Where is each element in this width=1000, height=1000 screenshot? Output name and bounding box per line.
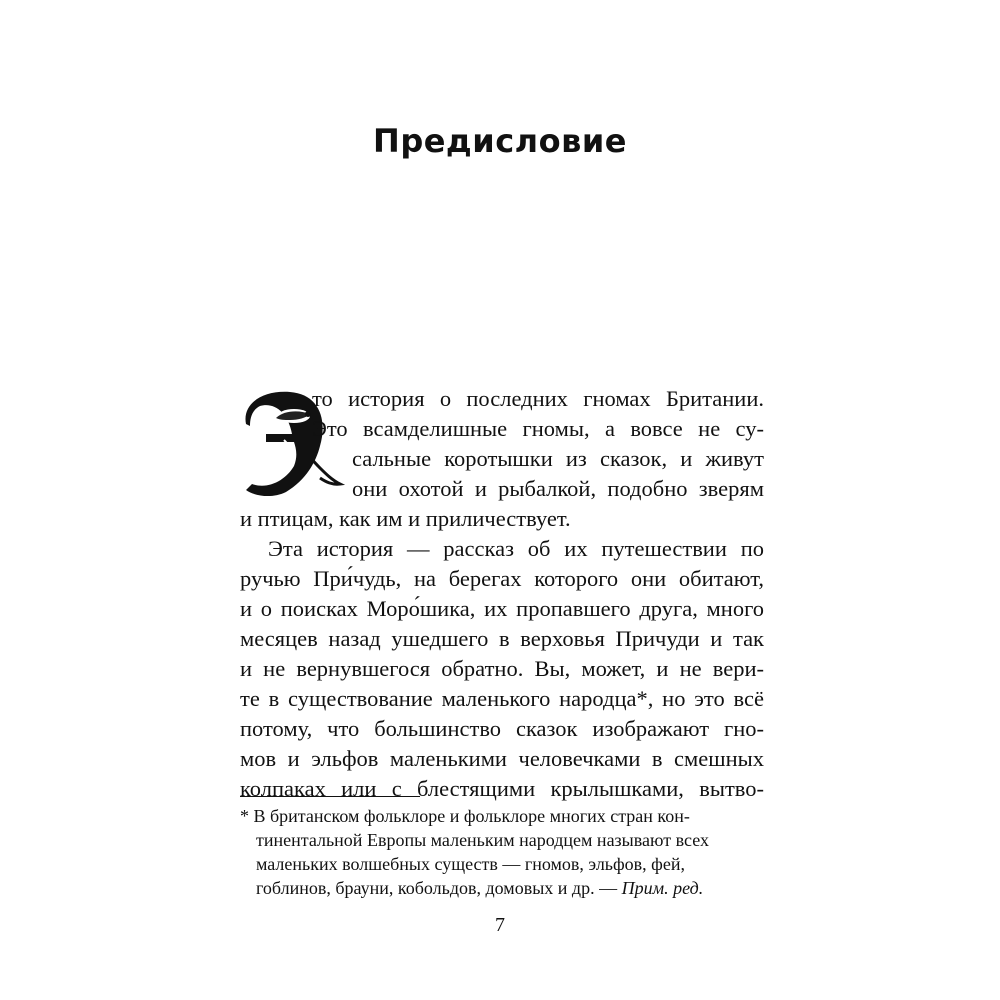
body-line: мов и эльфов маленькими человечками в смешных [240, 746, 764, 771]
body-line: и птицам, как им и приличествует. [240, 506, 571, 531]
body-line: Это всамделишные гномы, а вовсе не су- [312, 416, 764, 441]
page-number: 7 [495, 914, 505, 936]
footnote-line: * В британском фольклоре и фольклоре многих стран кон- [240, 806, 690, 826]
body-line: сальные коротышки из сказок, и живут [352, 446, 764, 471]
footnote-line-last [256, 876, 703, 900]
body-line: то история о последних гномах Британии. [312, 386, 764, 411]
body-line: и о поисках Моро́шика, их пропавшего друга, много [240, 596, 764, 621]
body-line: те в существование маленького народца*, но это всё [240, 686, 764, 711]
body-line: и не вернувшегося обратно. Вы, может, и не вери- [240, 656, 764, 681]
footnote-divider [240, 796, 420, 797]
footnote-text: гоблинов, брауни, кобольдов, домовых и др. — [256, 878, 618, 898]
body-line: месяцев назад ушедшего в верховья Причуди и так [240, 626, 764, 651]
body-line: они охотой и рыбалкой, подобно зверям [352, 476, 764, 501]
page-title: Предисловие [373, 122, 627, 160]
footnote-line: тинентальной Европы маленьким народцем называют всех [256, 830, 709, 850]
body-line: ручью При́чудь, на берегах которого они обитают, [240, 566, 764, 591]
footnote-line: маленьких волшебных существ — гномов, эльфов, фей, [256, 854, 685, 874]
body-line: колпаках или с блестящими крылышками, вытво- [240, 776, 764, 801]
body-line: Эта история — рассказ об их путешествии по [268, 536, 764, 561]
editor-note: Прим. ред. [621, 878, 704, 898]
body-line: потому, что большинство сказок изображают гно- [240, 716, 764, 741]
